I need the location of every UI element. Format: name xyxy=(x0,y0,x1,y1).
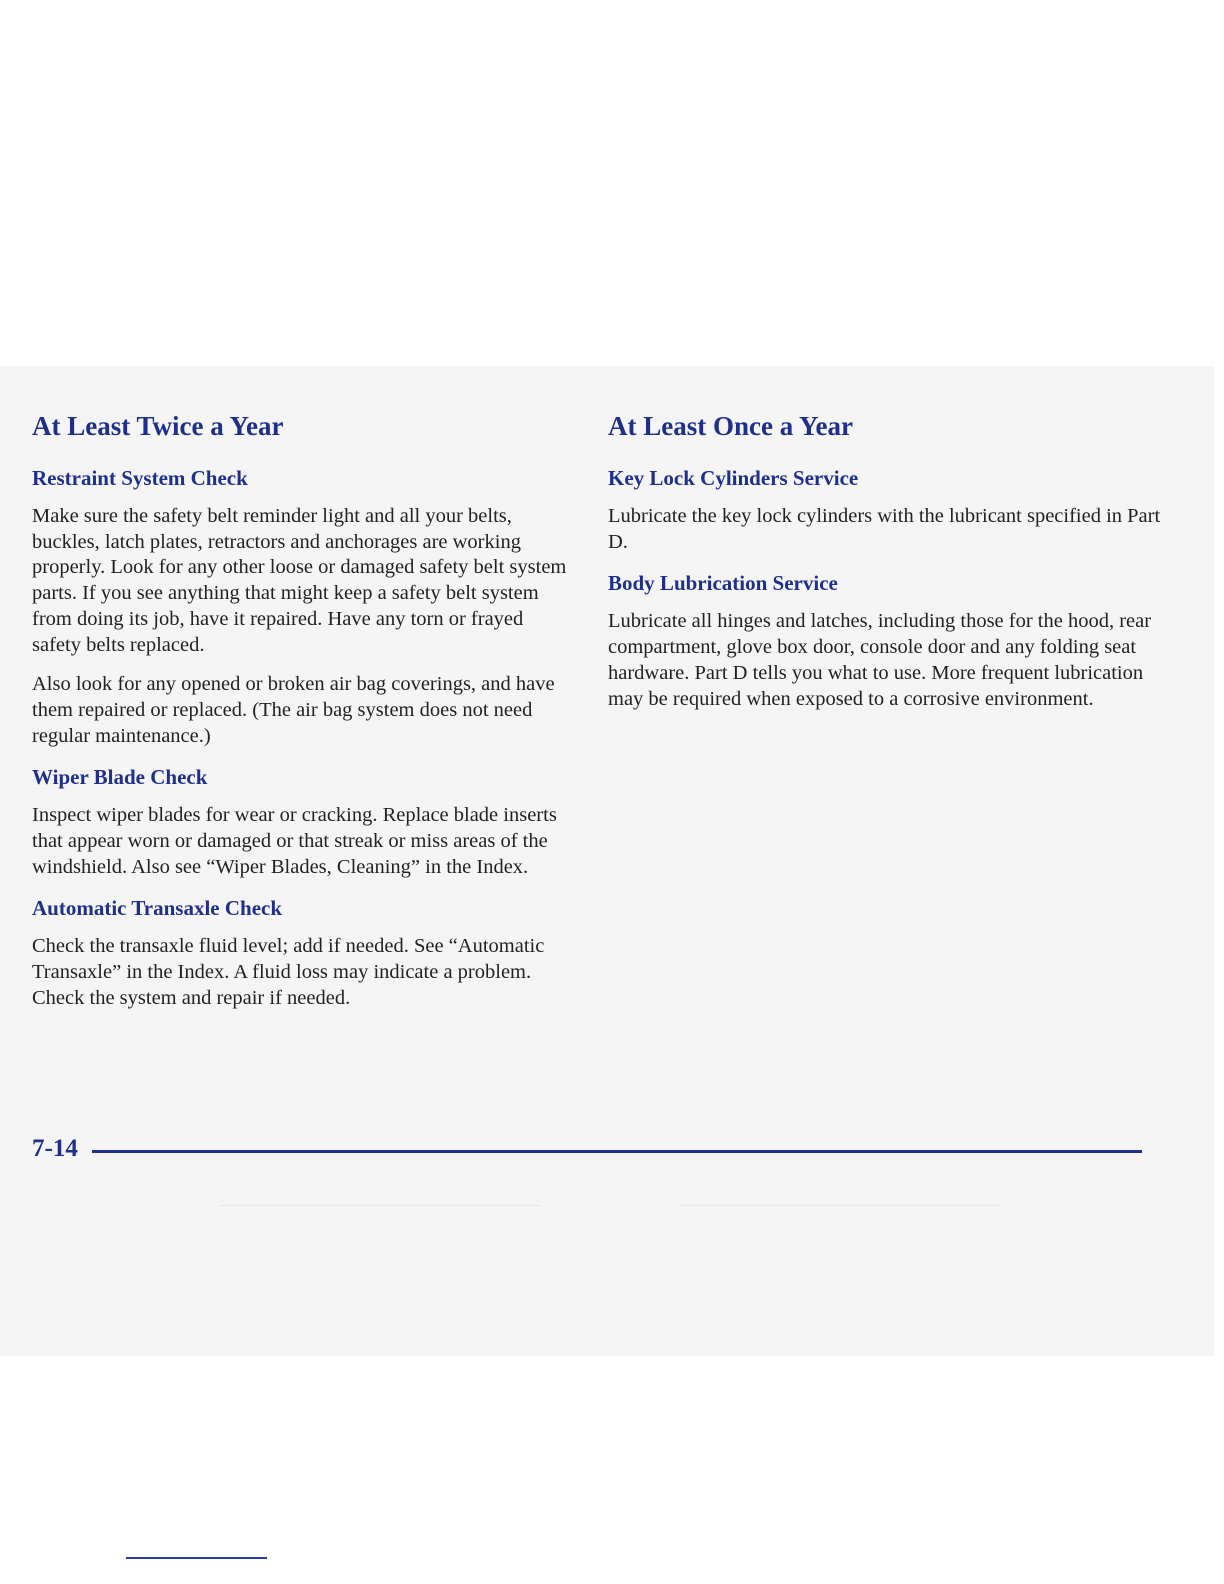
heading-restraint-system-check: Restraint System Check xyxy=(32,466,248,490)
heading-automatic-transaxle-check: Automatic Transaxle Check xyxy=(32,896,283,921)
left-column xyxy=(32,408,577,1026)
paragraph-restraint-1: Make sure the safety belt reminder light and all your belts, buckles, latch plates, retractors and anchorages are working properly. Look for any other loose or damaged safety belt system parts. If you see anything that might keep a safety belt system from doing its job, have it repaired. Have any torn or frayed safety belts replaced. xyxy=(32,505,567,656)
heading-body-lubrication-service: Body Lubrication Service xyxy=(608,571,838,596)
footer-divider xyxy=(92,1150,1142,1153)
bottom-link-underline[interactable] xyxy=(126,1557,267,1559)
faint-divider-right xyxy=(680,1205,1000,1206)
section-title-twice-a-year: At Least Twice a Year xyxy=(32,411,284,441)
heading-key-lock-cylinders-service: Key Lock Cylinders Service xyxy=(608,466,859,490)
page-number: 7-14 xyxy=(32,1135,78,1162)
section-title-once-a-year: At Least Once a Year xyxy=(608,411,853,441)
paragraph-key-lock-cylinders: Lubricate the key lock cylinders with the lubricant specified in Part D. xyxy=(608,505,1161,553)
heading-wiper-blade-check: Wiper Blade Check xyxy=(32,765,208,790)
faint-divider-left xyxy=(220,1205,540,1206)
right-column xyxy=(608,408,1168,726)
paragraph-restraint-2: Also look for any opened or broken air bag coverings, and have them repaired or replaced. (The air bag system does not need regular maintenance.) xyxy=(32,673,555,747)
paragraph-body-lubrication: Lubricate all hinges and latches, including those for the hood, rear compartment, glove box door, console door and any folding seat hardware. Part D tells you what to use. More frequent lubrication may be required when exposed to a corrosive environment. xyxy=(608,610,1152,710)
paragraph-automatic-transaxle: Check the transaxle fluid level; add if needed. See “Automatic Transaxle” in the Index. A fluid loss may indicate a problem. Check the system and repair if needed. xyxy=(32,935,545,1009)
paragraph-wiper-blade: Inspect wiper blades for wear or cracking. Replace blade inserts that appear worn or damaged or that streak or miss areas of the windshield. Also see “Wiper Blades, Cleaning” in the Index. xyxy=(32,804,557,878)
